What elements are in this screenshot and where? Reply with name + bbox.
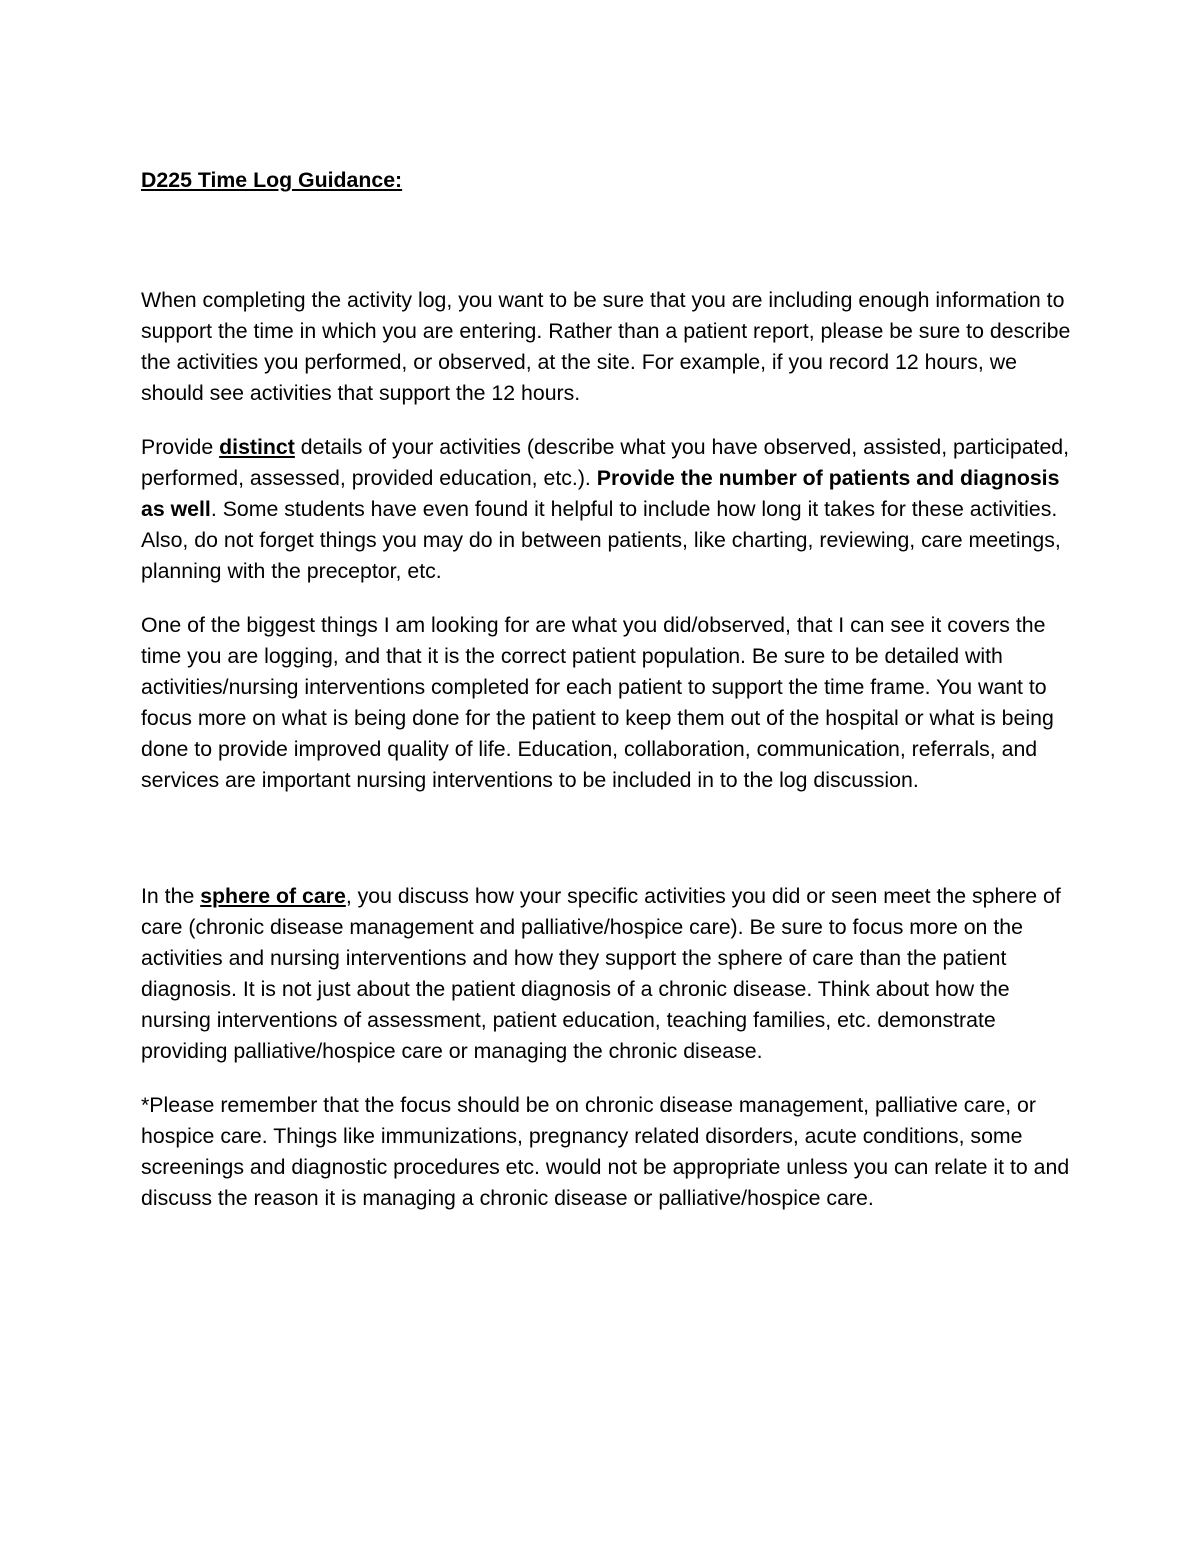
- document-page: [141, 160, 1076, 1214]
- paragraph-text: . Some students have even found it helpful to include how long it takes for these activities. Also, do not forget things you may do in between patients, like charting, reviewing, care meetings, planning with the preceptor, etc.: [141, 497, 1061, 583]
- emphasis-sphere-of-care: sphere of care: [200, 884, 346, 908]
- paragraph-looking-for: One of the biggest things I am looking for are what you did/observed, that I can see it covers the time you are logging, and that it is the correct patient population. Be sure to be detailed with activities/nursing interventions completed for each patient to support the time frame. You want to focus more on what is being done for the patient to keep them out of the hospital or what is being done to provide improved quality of life. Education, collaboration, communication, referrals, and services are important nursing interventions to be included in to the log discussion.: [141, 613, 1054, 792]
- paragraph-activity-log: When completing the activity log, you want to be sure that you are including enough information to support the time in which you are entering. Rather than a patient report, please be sure to describe the activities you performed, or observed, at the site. For example, if you record 12 hours, we should see activities that support the 12 hours.: [141, 288, 1071, 405]
- paragraph-text: details of your activities (describe what you have observed, assisted, participated, performed, assessed, provided education, etc.).: [141, 435, 1070, 490]
- emphasis-distinct: distinct: [219, 435, 295, 459]
- paragraph-sphere-of-care: [141, 881, 1076, 1067]
- paragraph-distinct-details: [141, 432, 1076, 587]
- document-title: D225 Time Log Guidance:: [141, 168, 403, 192]
- paragraph-text: Provide: [141, 435, 220, 459]
- paragraph-text: , you discuss how your specific activities you did or seen meet the sphere of care (chronic disease management and palliative/hospice care). Be sure to focus more on the activities and nursing interventions and how they support the sphere of care than the patient diagnosis. It is not just about the patient diagnosis of a chronic disease. Think about how the nursing interventions of assessment, patient education, teaching families, etc. demonstrate providing palliative/hospice care or managing the chronic disease.: [141, 884, 1061, 1063]
- paragraph-text: In the: [141, 884, 201, 908]
- paragraph-reminder: *Please remember that the focus should be on chronic disease management, palliative care, or hospice care. Things like immunizations, pregnancy related disorders, acute conditions, some screenings and diagnostic procedures etc. would not be appropriate unless you can relate it to and discuss the reason it is managing a chronic disease or palliative/hospice care.: [141, 1093, 1070, 1210]
- emphasis-number-of-patients: Provide the number of patients and diagnosis as well: [141, 466, 1060, 521]
